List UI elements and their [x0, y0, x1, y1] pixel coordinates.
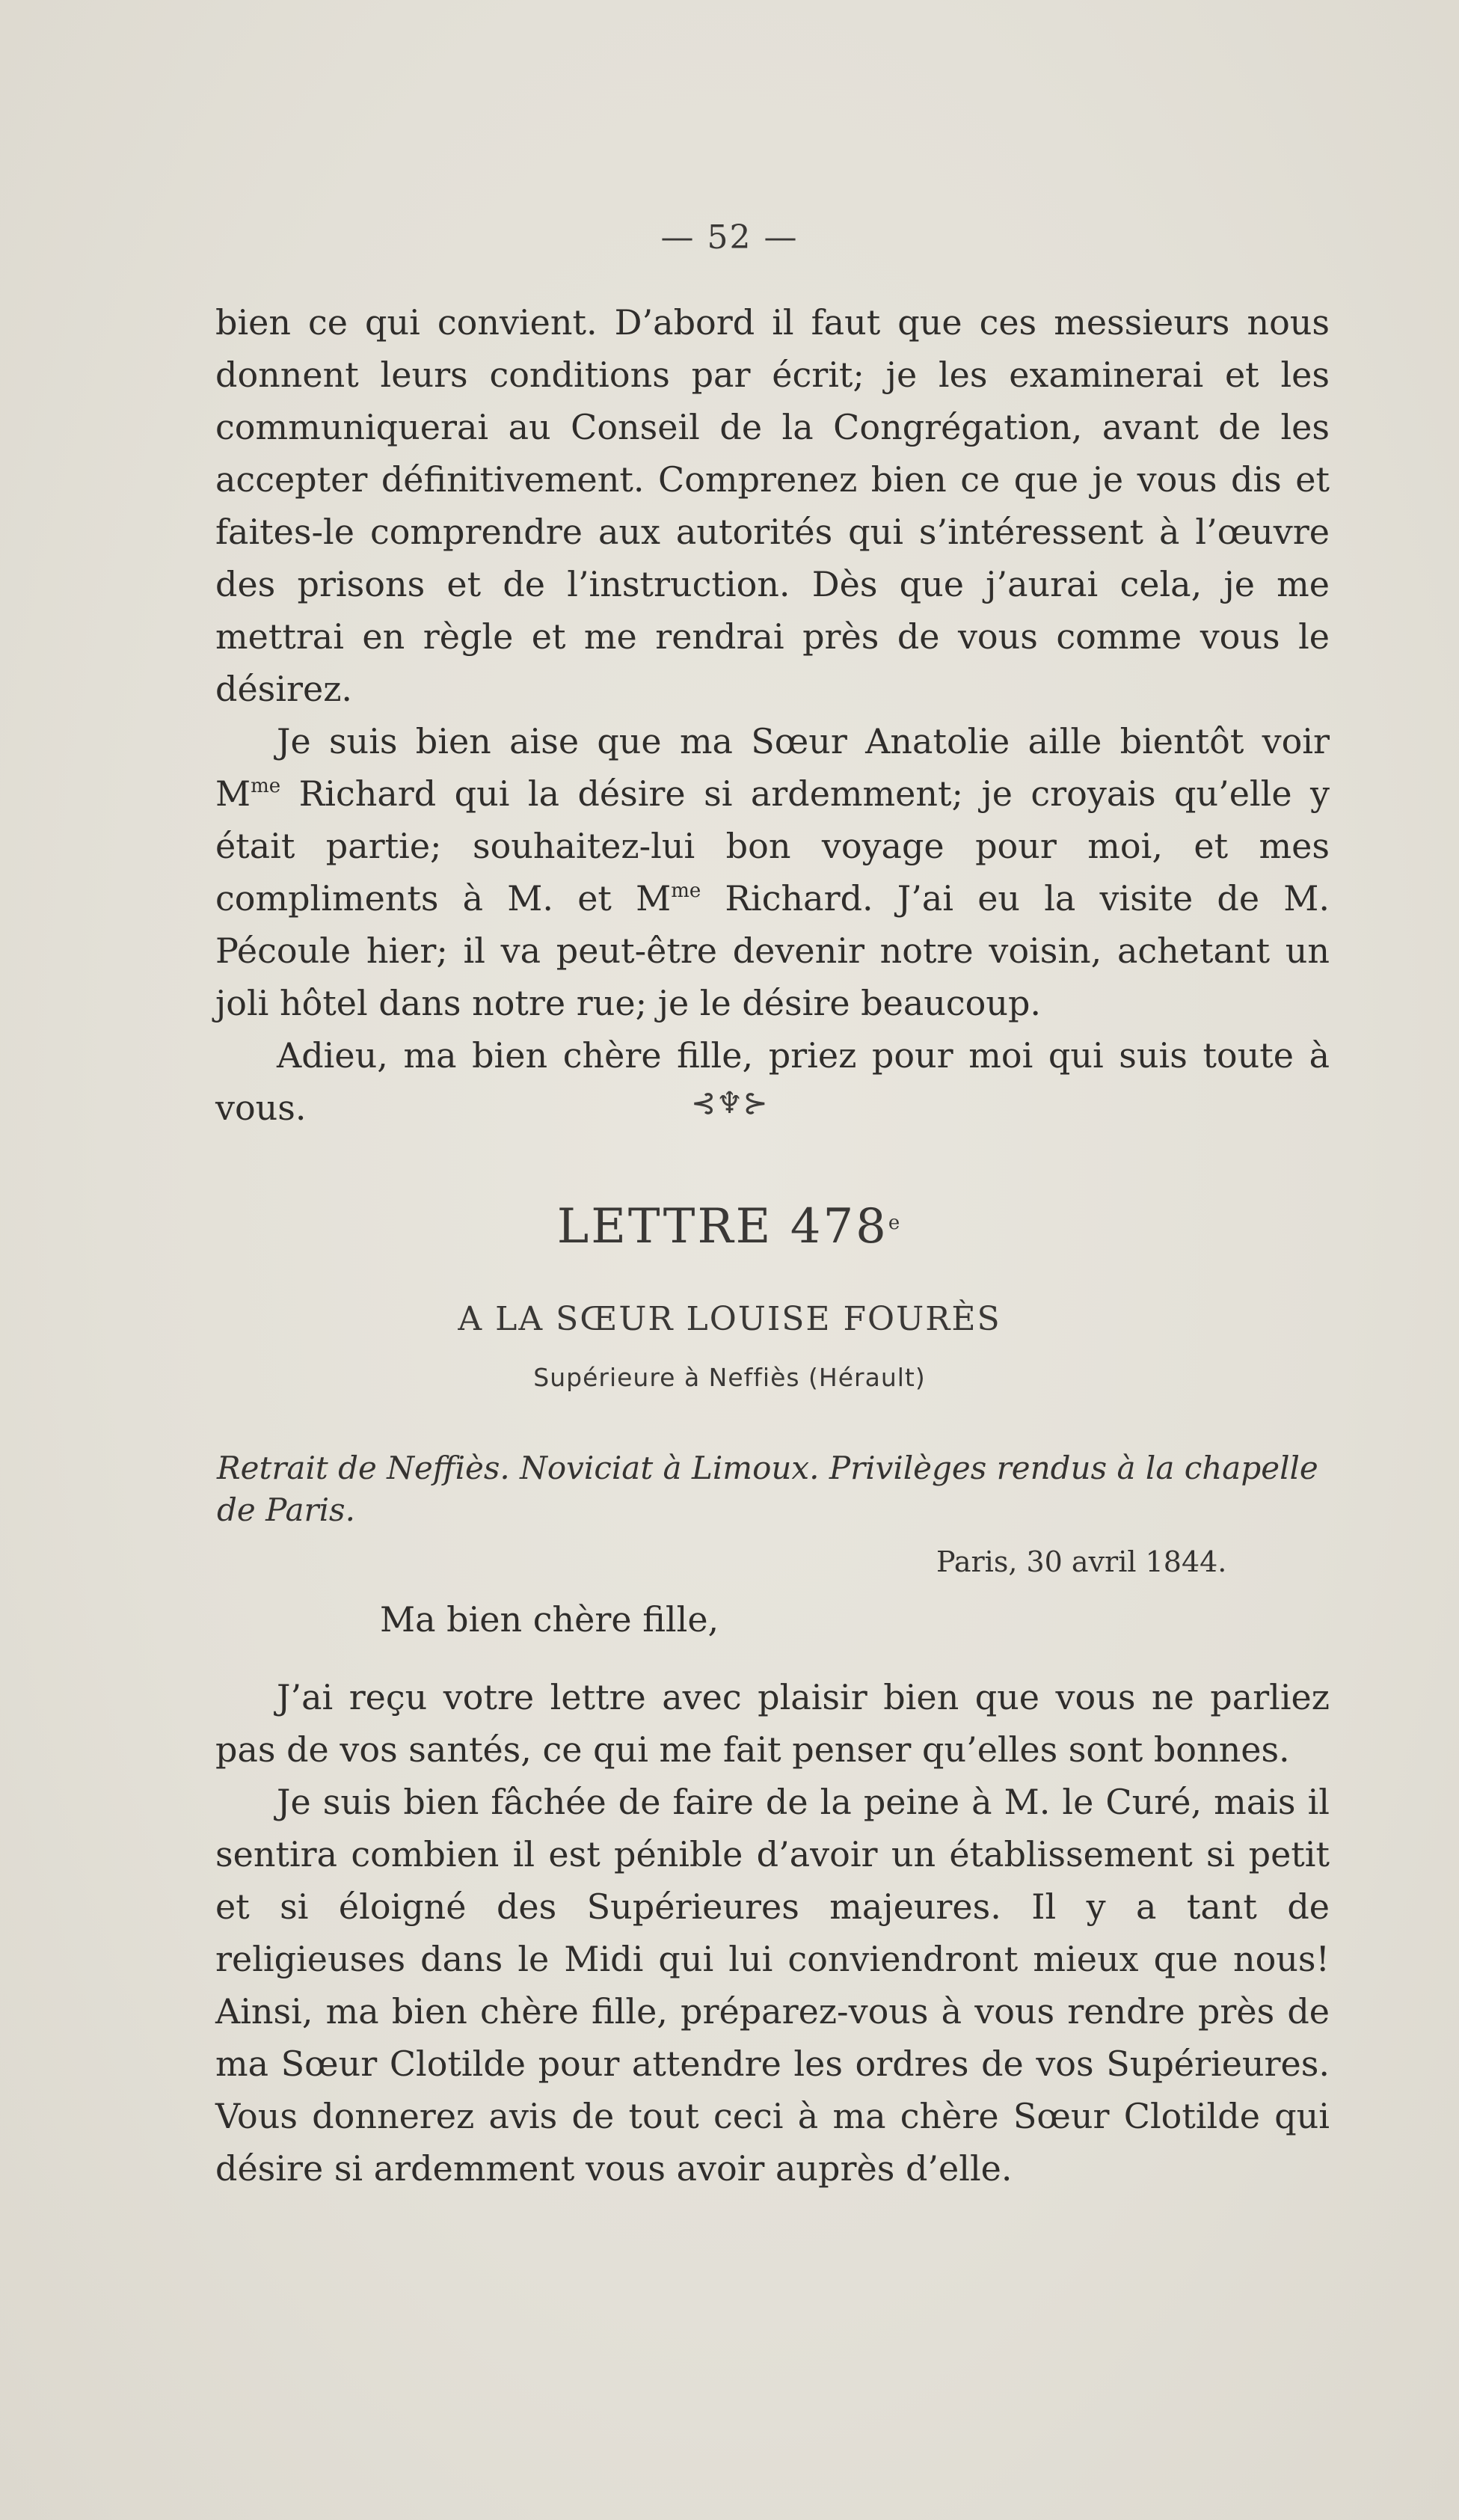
recipient-location: Supérieure à Neffiès (Hérault) [533, 1363, 926, 1392]
letter-title [0, 1199, 1459, 1254]
body-paragraph: Adieu, ma bien chère fille, priez pour moi qui suis toute à vous. [215, 1035, 1330, 1128]
letter-salutation: Ma bien chère fille, [380, 1599, 719, 1640]
paragraph-text: Je suis bien aise que ma Sœur Anatolie aille bientôt voir M [215, 721, 1330, 814]
fleuron-ornament-icon: ⊰♆⊱ [691, 1086, 768, 1120]
superscript-abbreviation: me [251, 775, 281, 797]
letter-title-superscript: e [888, 1212, 903, 1234]
previous-letter-ending [215, 296, 1330, 1134]
letter-recipient: A LA SŒUR LOUISE FOURÈS [458, 1300, 1001, 1338]
body-paragraph: bien ce qui convient. D’abord il faut que ces messieurs nous donnent leurs conditions par écrit; je les examinerai et les communiquerai au Conseil de la Congrégation, avant de les accepter définitivement. Comprenez bien ce que je vous dis et faites-le comprendre aux autorités qui s’intéressent à l’œuvre des prisons et de l’instruction. Dès que j’aurai cela, je me mettrai en règle et me rendrai près de vous comme vous le désirez. [215, 302, 1330, 709]
paragraph-text: Richard. J’ai eu la visite de M. Pécoule hier; il va peut-être devenir notre voisin, achetant un joli hôtel dans notre rue; je le désire beaucoup. [215, 878, 1330, 1023]
letter-title-text: LETTRE 478 [556, 1199, 888, 1254]
letter-dateline: Paris, 30 avril 1844. [936, 1545, 1227, 1578]
paragraph-text: Richard qui la désire si ardemment; je croyais qu’elle y était partie; souhaitez-lui bon voyage pour moi, et mes compliments à M. et M [215, 773, 1330, 919]
page-number: — 52 — [660, 218, 799, 257]
body-paragraph: Je suis bien fâchée de faire de la peine à M. le Curé, mais il sentira combien il est pénible d’avoir un établissement si petit et si éloigné des Supérieures majeures. Il y a tant de religieuses dans le Midi qui lui conviendront mieux que nous! Ainsi, ma bien chère fille, préparez-vous à vous rendre près de ma Sœur Clotilde pour attendre les ordres de vos Supérieures. Vous donnerez avis de tout ceci à ma chère Sœur Clotilde qui désire si ardemment vous avoir auprès d’elle. [215, 1782, 1330, 2189]
letter-summary: Retrait de Neffiès. Noviciat à Limoux. Privilèges rendus à la chapelle de Paris. [217, 1450, 1318, 1528]
body-paragraph [215, 715, 1330, 1029]
body-paragraph: J’ai reçu votre lettre avec plaisir bien que vous ne parliez pas de vos santés, ce qui me fait penser qu’elles sont bonnes. [215, 1677, 1330, 1770]
superscript-abbreviation: me [671, 880, 701, 902]
letter-body [215, 1671, 1330, 2195]
